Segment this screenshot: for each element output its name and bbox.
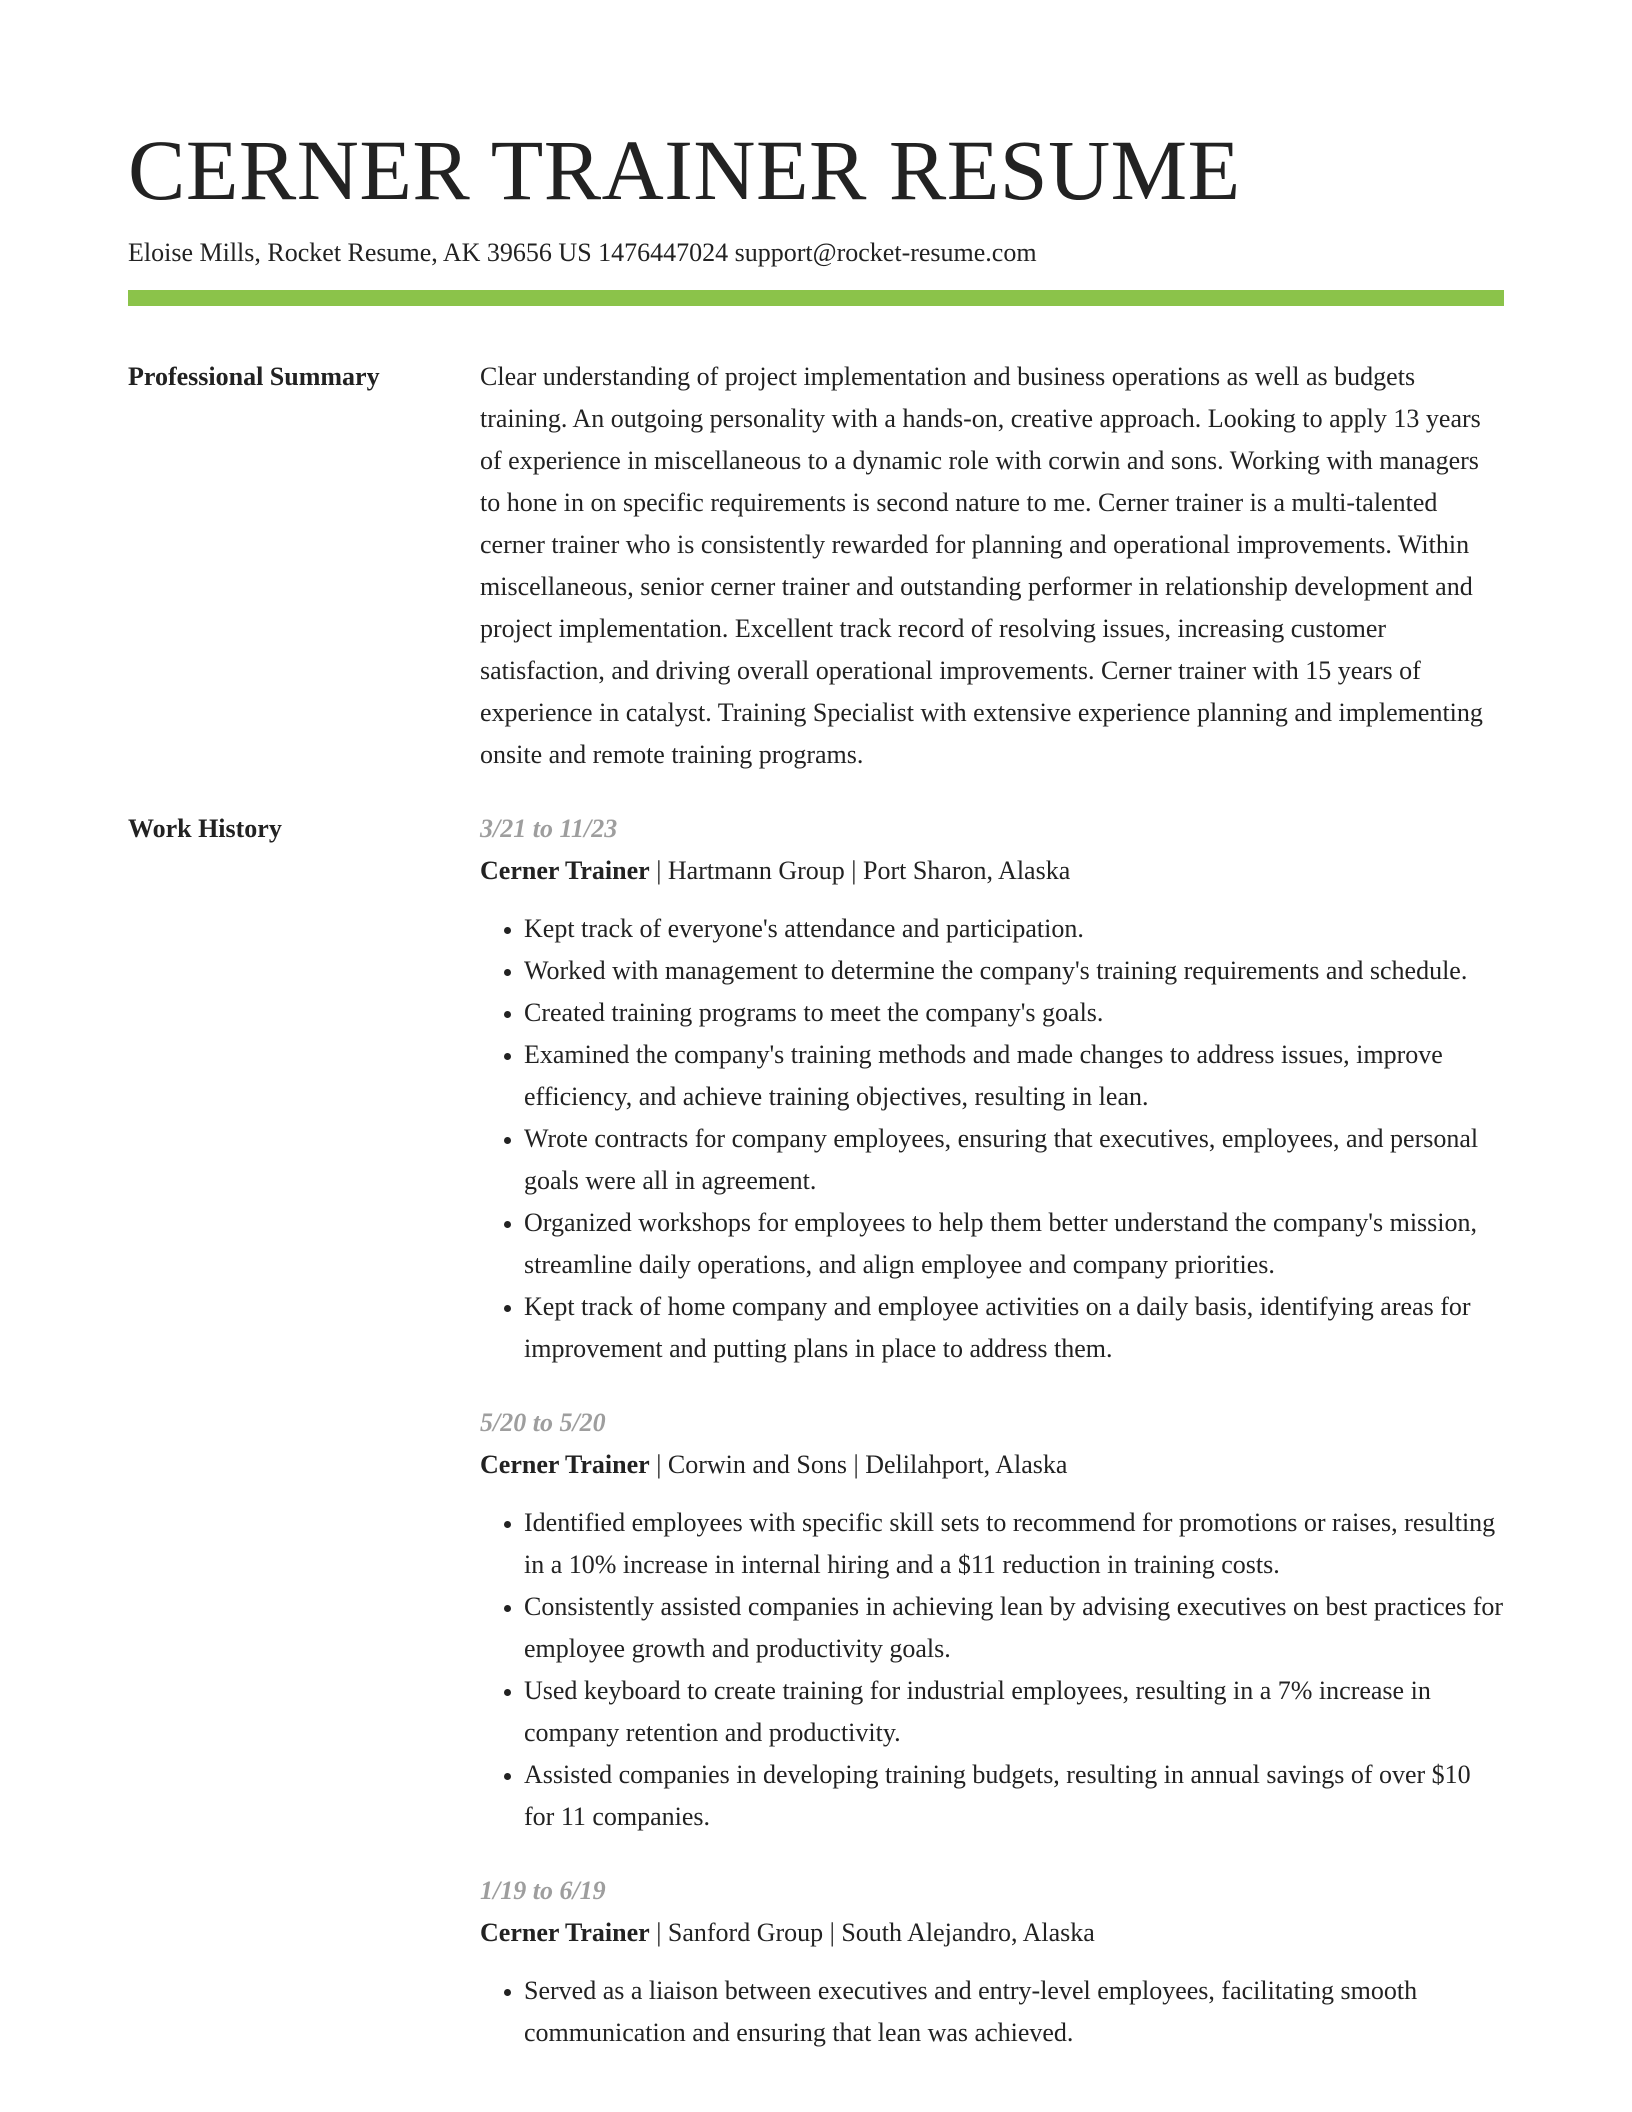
job-title-line	[480, 1444, 1504, 1486]
job-bullet: • Organized workshops for employees to help them better understand the company's mission, streamline daily operations, and align employee and company priorities.	[524, 1202, 1504, 1286]
job-entry	[480, 808, 1504, 1370]
job-title-line	[480, 1912, 1504, 1954]
job-bullet: • Worked with management to determine the company's training requirements and schedule.	[524, 950, 1504, 992]
section-label-summary: Professional Summary	[128, 362, 380, 391]
contact-line: Eloise Mills, Rocket Resume, AK 39656 US 1476447024 support@rocket-resume.com	[128, 238, 1037, 267]
job-entry	[480, 1402, 1504, 1838]
resume-page	[128, 118, 1504, 2086]
job-bullets	[480, 1502, 1504, 1838]
job-bullet: • Created training programs to meet the company's goals.	[524, 992, 1504, 1034]
job-details: | Hartmann Group | Port Sharon, Alaska	[649, 856, 1071, 885]
summary-body	[480, 356, 1504, 776]
job-bullets	[480, 908, 1504, 1370]
job-bullet: • Kept track of home company and employee activities on a daily basis, identifying areas for improvement and putting plans in place to address them.	[524, 1286, 1504, 1370]
job-bullet: • Wrote contracts for company employees, ensuring that executives, employees, and personal goals were all in agreement.	[524, 1118, 1504, 1202]
job-dates: 5/20 to 5/20	[480, 1408, 606, 1437]
section-label-work-history: Work History	[128, 814, 282, 843]
job-bullet: • Served as a liaison between executives and entry-level employees, facilitating smooth communication and ensuring that lean was achieved.	[524, 1970, 1504, 2054]
job-title-line	[480, 850, 1504, 892]
job-bullet: • Consistently assisted companies in achieving lean by advising executives on best practices for employee growth and productivity goals.	[524, 1586, 1504, 1670]
work-history-body	[480, 808, 1504, 2086]
job-dates: 3/21 to 11/23	[480, 814, 618, 843]
resume-title: CERNER TRAINER RESUME	[128, 122, 1241, 218]
job-details: | Sanford Group | South Alejandro, Alaska	[649, 1918, 1095, 1947]
job-bullet: • Used keyboard to create training for industrial employees, resulting in a 7% increase in company retention and productivity.	[524, 1670, 1504, 1754]
job-bullets	[480, 1970, 1504, 2054]
accent-divider	[128, 290, 1504, 306]
professional-summary-section	[128, 356, 1504, 776]
work-history-section	[128, 808, 1504, 2086]
job-entry	[480, 1870, 1504, 2054]
job-bullet: • Kept track of everyone's attendance and participation.	[524, 908, 1504, 950]
job-details: | Corwin and Sons | Delilahport, Alaska	[649, 1450, 1068, 1479]
job-bullet: • Identified employees with specific skill sets to recommend for promotions or raises, resulting in a 10% increase in internal hiring and a $11 reduction in training costs.	[524, 1502, 1504, 1586]
job-role: Cerner Trainer	[480, 1450, 650, 1479]
summary-text: Clear understanding of project implementation and business operations as well as budgets training. An outgoing personality with a hands-on, creative approach. Looking to apply 13 years of experience in miscellaneous to a dynamic role with corwin and sons. Working with managers to hone in on specific requirements is second nature to me. Cerner trainer is a multi-talented cerner trainer who is consistently rewarded for planning and operational improvements. Within miscellaneous, senior cerner trainer and outstanding performer in relationship development and project implementation. Excellent track record of resolving issues, increasing customer satisfaction, and driving overall operational improvements. Cerner trainer with 15 years of experience in catalyst. Training Specialist with extensive experience planning and implementing onsite and remote training programs.	[480, 362, 1483, 769]
job-bullet: • Examined the company's training methods and made changes to address issues, improve efficiency, and achieve training objectives, resulting in lean.	[524, 1034, 1504, 1118]
job-bullet: • Assisted companies in developing training budgets, resulting in annual savings of over $10 for 11 companies.	[524, 1754, 1504, 1838]
job-role: Cerner Trainer	[480, 1918, 650, 1947]
job-role: Cerner Trainer	[480, 856, 650, 885]
job-dates: 1/19 to 6/19	[480, 1876, 606, 1905]
